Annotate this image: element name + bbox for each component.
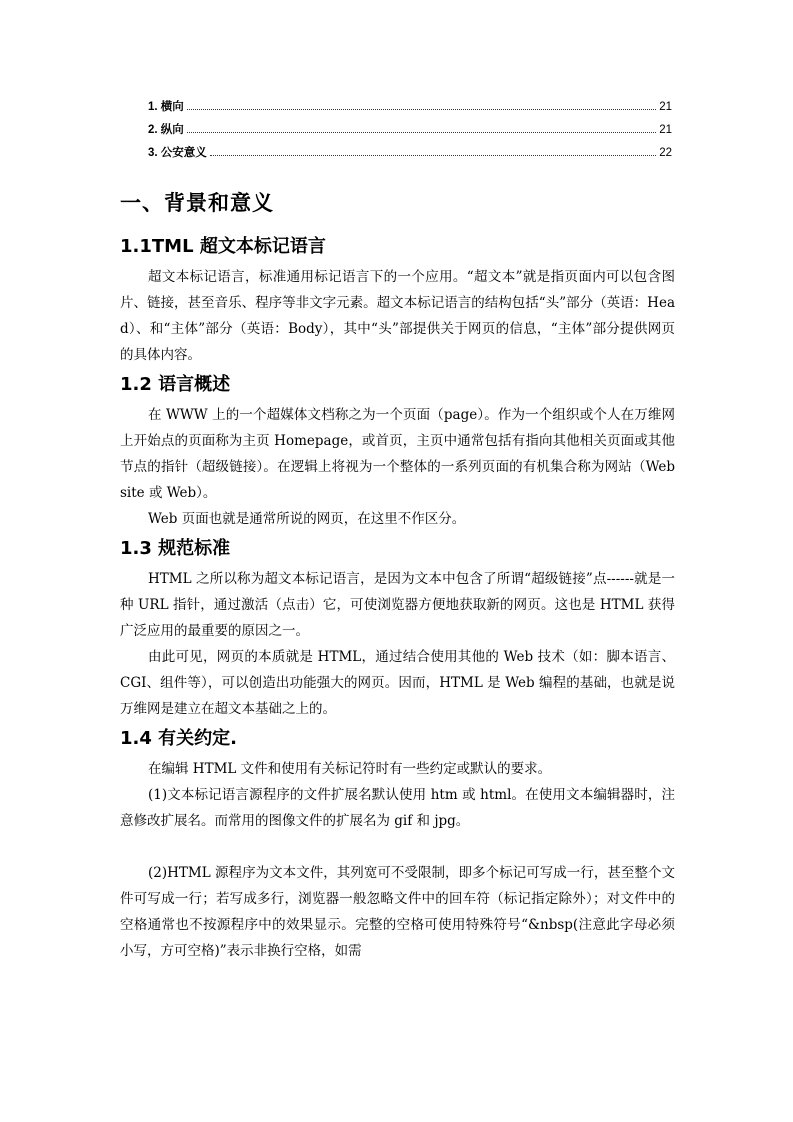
paragraph: 由此可见，网页的本质就是 HTML，通过结合使用其他的 Web 技术（如：脚本语言、CGI、组件等），可以创造出功能强大的网页。因而，HTML 是 Web 编程的基础，也就是说万维网是建立在超文本基础之上的。 [120,649,675,717]
toc-entry-title: 1. 横向 [148,101,184,113]
section-1-1 [120,230,675,368]
paragraph: 超文本标记语言，标准通用标记语言下的一个应用。“超文本”就是指页面内可以包含图片、链接，甚至音乐、程序等非文字元素。超文本标记语言的结构包括“头”部分（英语：Head）、和“主体”部分（英语：Body），其中“头”部提供关于网页的信息，“主体”部分提供网页的具体内容。 [120,269,675,363]
toc-entry[interactable] [148,144,672,167]
paragraph: 在编辑 HTML 文件和使用有关标记符时有一些约定或默认的要求。 [148,761,552,777]
toc-entry[interactable] [148,121,672,144]
blank-line [120,834,675,860]
paragraph: (2)HTML 源程序为文本文件，其列宽可不受限制，即多个标记可写成一行，甚至整个文件可写成一行；若写成多行，浏览器一般忽略文件中的回车符（标记指定除外）；对文件中的空格通常也不按源程序中的效果显示。完整的空格可使用特殊符号“&nbsp(注意此字母必须小写，方可空格)”表示非换行空格，如需 [120,865,675,959]
section-heading: 1.2 语言概述 [120,374,231,395]
toc-leader-dots [187,108,656,110]
section-heading: 1.4 有关约定. [120,728,237,749]
toc-entry-title: 3. 公安意义 [148,147,207,159]
paragraph: (1)文本标记语言源程序的文件扩展名默认使用 htm 或 html。在使用文本编辑器时，注意修改扩展名。而常用的图像文件的扩展名为 gif 和 jpg。 [120,787,675,829]
toc-leader-dots [210,154,656,156]
section-1-4 [120,722,675,964]
toc-entry-page: 21 [659,124,672,136]
toc-entry-title: 2. 纵向 [148,124,184,136]
section-1-3 [120,532,675,722]
document-body [120,188,675,964]
toc-leader-dots [187,131,656,133]
table-of-contents [148,98,672,167]
paragraph: Web 页面也就是通常所说的网页，在这里不作区分。 [148,511,466,527]
toc-entry-page: 21 [659,101,672,113]
section-heading: 1.3 规范标准 [120,538,231,559]
section-1-2 [120,368,675,532]
toc-entry[interactable] [148,98,672,121]
section-heading: 1.1TML 超文本标记语言 [120,236,326,257]
paragraph: HTML 之所以称为超文本标记语言，是因为文本中包含了所谓“超级链接”点------就是一种 URL 指针，通过激活（点击）它，可使浏览器方便地获取新的网页。这也是 HTML 获得广泛应用的最重要的原因之一。 [120,571,675,639]
paragraph: 在 WWW 上的一个超媒体文档称之为一个页面（page）。作为一个组织或个人在万维网上开始点的页面称为主页 Homepage，或首页，主页中通常包括有指向其他相关页面或其他节点的指针（超级链接）。在逻辑上将视为一个整体的一系列页面的有机集合称为网站（Website 或 Web）。 [120,407,675,501]
chapter-heading: 一、背景和意义 [120,191,274,215]
toc-entry-page: 22 [659,147,672,159]
